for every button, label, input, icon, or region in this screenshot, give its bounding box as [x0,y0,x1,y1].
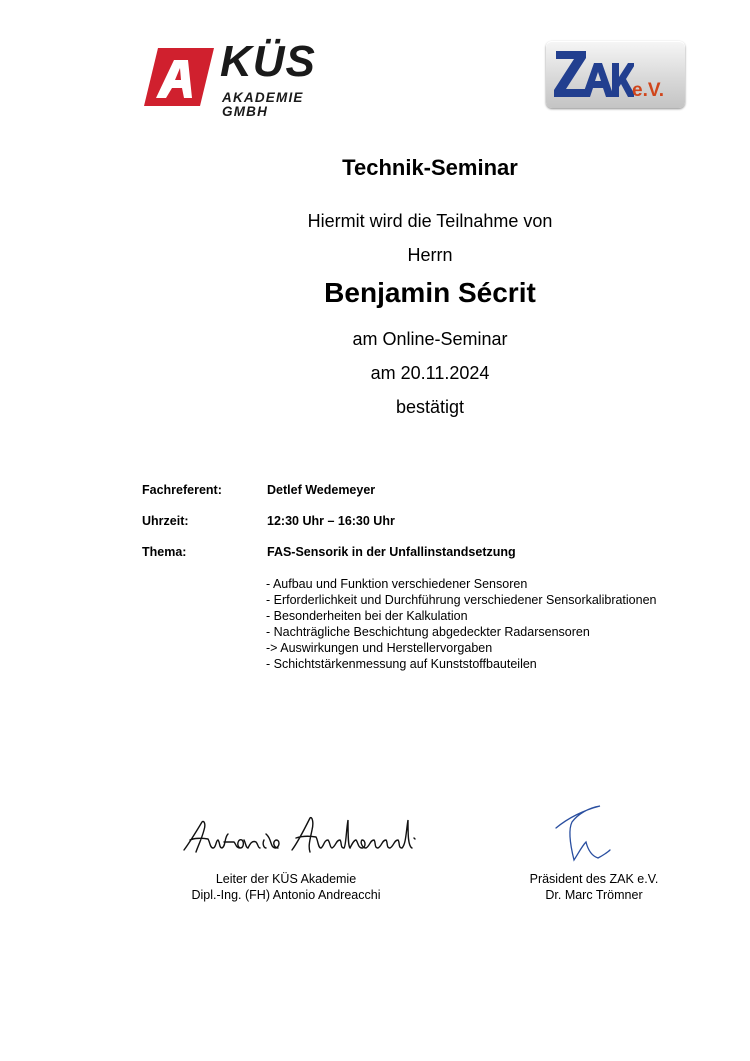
certificate-title: Technik-Seminar [342,155,518,180]
topic-label: Thema: [142,545,187,559]
speaker-value: Detlef Wedemeyer [267,483,376,497]
left-signature [180,812,420,862]
participant-name: Benjamin Sécrit [324,277,536,308]
time-value: 12:30 Uhr – 16:30 Uhr [267,514,395,528]
list-item: - Aufbau und Funktion verschiedener Sensoren [266,577,528,591]
zak-logo [546,41,685,108]
list-item: - Besonderheiten bei der Kalkulation [266,609,468,623]
salutation: Herrn [407,245,453,265]
zak-lettermark-icon [552,45,634,103]
speaker-label: Fachreferent: [142,483,222,497]
kues-name: KÜS [220,37,316,86]
seminar-date: am 20.11.2024 [370,363,490,383]
right-signature [548,800,618,866]
list-item: - Erforderlichkeit und Durchführung verschiedener Sensorkalibrationen [266,593,657,607]
kues-akademie-logo [144,37,354,119]
left-signatory-role: Leiter der KÜS Akademie [215,872,357,886]
seminar-format: am Online-Seminar [352,329,508,349]
right-signatory-role: Präsident des ZAK e.V. [529,872,659,886]
time-label: Uhrzeit: [142,514,189,528]
confirmation-text: bestätigt [395,397,465,417]
list-item: - Nachträgliche Beschichtung abgedeckter Radarsensoren [266,625,590,639]
zak-suffix: e.V. [632,80,665,101]
left-signatory-name: Dipl.-Ing. (FH) Antonio Andreacchi [191,888,381,902]
topic-list [266,576,657,672]
kues-subtitle: AKADEMIE GMBH [222,90,304,119]
topic-value: FAS-Sensorik in der Unfallinstandsetzung [267,545,516,559]
list-item: -> Auswirkungen und Herstellervorgaben [266,641,493,655]
right-signatory-name: Dr. Marc Trömner [545,888,643,902]
certificate-intro: Hiermit wird die Teilnahme von [307,211,553,231]
kues-emblem-icon [144,48,214,106]
list-item: - Schichtstärkenmessung auf Kunststoffbauteilen [266,657,537,671]
